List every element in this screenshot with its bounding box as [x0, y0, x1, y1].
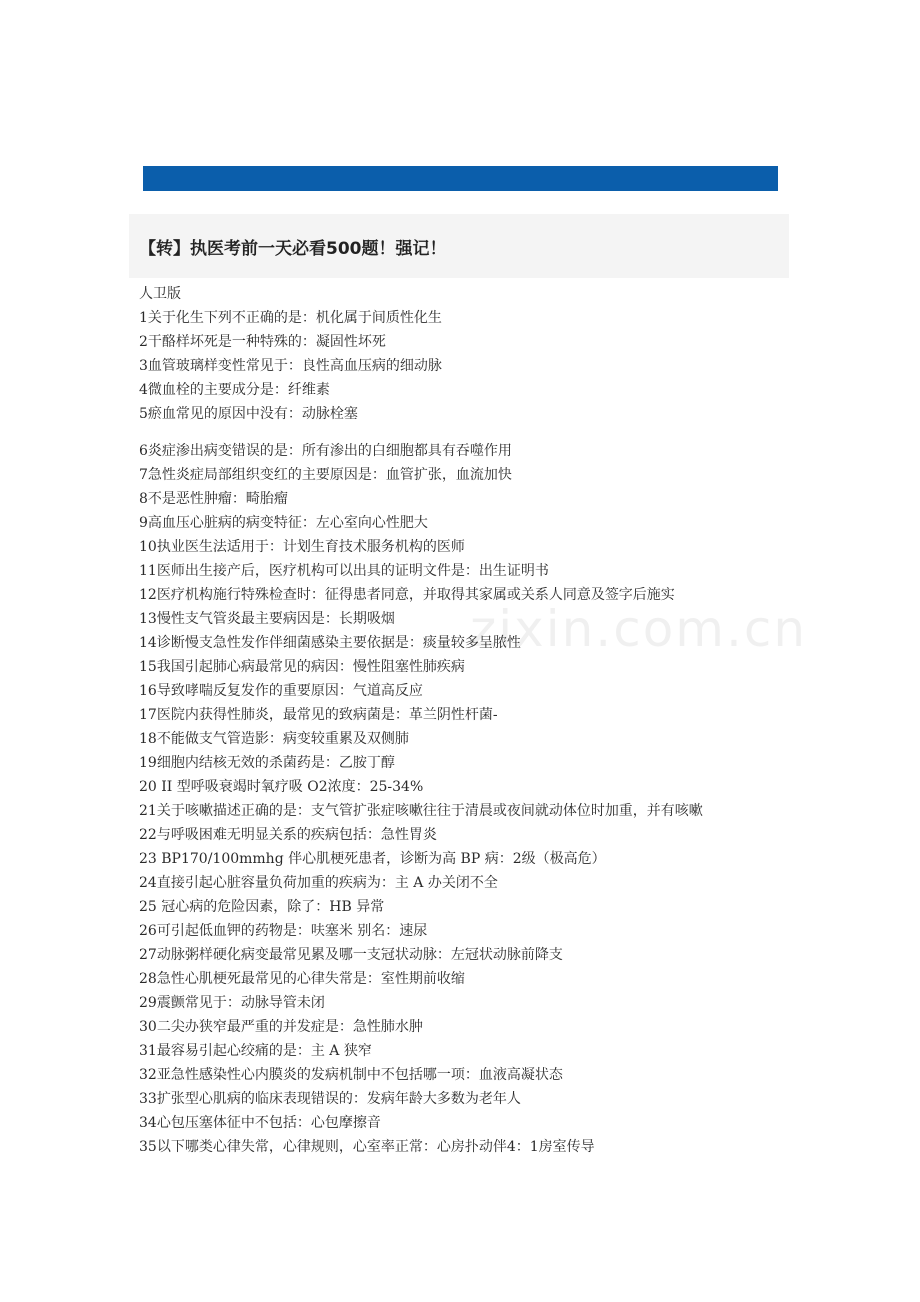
text-line: 6炎症渗出病变错误的是：所有渗出的白细胞都具有吞噬作用	[139, 443, 512, 459]
text-line: 27动脉粥样硬化病变最常见累及哪一支冠状动脉：左冠状动脉前降支	[139, 947, 563, 963]
text-line: 26可引起低血钾的药物是：呋塞米 别名：速尿	[139, 923, 428, 939]
text-line-wrapped: 21关于咳嗽描述正确的是：支气管扩张症咳嗽往往于清晨或夜间就动体位时加重，并有咳嗽	[139, 803, 703, 819]
text-line: 人卫版	[139, 286, 181, 302]
text-line: 11医师出生接产后，医疗机构可以出具的证明文件是：出生证明书	[139, 563, 549, 579]
document-body	[139, 282, 789, 1159]
text-line: 28急性心肌梗死最常见的心律失常是：室性期前收缩	[139, 971, 465, 987]
text-line: 14诊断慢支急性发作伴细菌感染主要依据是：痰量较多呈脓性	[139, 635, 521, 651]
text-line: 2干酪样坏死是一种特殊的：凝固性坏死	[139, 334, 386, 350]
paragraph-gap	[139, 426, 789, 439]
text-line: 34心包压塞体征中不包括：心包摩擦音	[139, 1115, 381, 1131]
text-line: 16导致哮喘反复发作的重要原因：气道高反应	[139, 683, 423, 699]
text-line: 3血管玻璃样变性常见于：良性高血压病的细动脉	[139, 358, 442, 374]
text-line: 29震颤常见于：动脉导管未闭	[139, 995, 325, 1011]
text-line: 17医院内获得性肺炎，最常见的致病菌是：革兰阴性杆菌-	[139, 707, 498, 723]
watermark: zixin.com.cn	[470, 600, 808, 658]
text-line: 32亚急性感染性心内膜炎的发病机制中不包括哪一项：血液高凝状态	[139, 1067, 563, 1083]
text-line: 5瘀血常见的原因中没有：动脉栓塞	[139, 406, 358, 422]
text-line: 8不是恶性肿瘤：畸胎瘤	[139, 491, 288, 507]
text-line: 33扩张型心肌病的临床表现错误的：发病年龄大多数为老年人	[139, 1091, 521, 1107]
page-title: 【转】执医考前一天必看500题！强记！	[139, 239, 447, 259]
text-line: 7急性炎症局部组织变红的主要原因是：血管扩张，血流加快	[139, 467, 512, 483]
text-line: 18不能做支气管造影：病变较重累及双侧肺	[139, 731, 409, 747]
text-line: 23 BP170/100mmhg 伴心肌梗死患者，诊断为高 BP 病：2级（极高危）	[139, 851, 606, 867]
text-line: 25 冠心病的危险因素，除了：HB 异常	[139, 899, 385, 915]
title-box	[129, 214, 789, 278]
text-line: 15我国引起肺心病最常见的病因：慢性阻塞性肺疾病	[139, 659, 465, 675]
text-line: 19细胞内结核无效的杀菌药是：乙胺丁醇	[139, 755, 395, 771]
text-line: 9高血压心脏病的病变特征：左心室向心性肥大	[139, 515, 428, 531]
text-line: 1关于化生下列不正确的是：机化属于间质性化生	[139, 310, 442, 326]
text-line: 35以下哪类心律失常，心律规则，心室率正常：心房扑动伴4：1房室传导	[139, 1139, 595, 1155]
text-line: 30二尖办狭窄最严重的并发症是：急性肺水肿	[139, 1019, 423, 1035]
text-line: 22与呼吸困难无明显关系的疾病包括：急性胃炎	[139, 827, 437, 843]
text-line: 13慢性支气管炎最主要病因是：长期吸烟	[139, 611, 395, 627]
header-bar	[143, 166, 778, 191]
text-line: 20 II 型呼吸衰竭时氧疗吸 O2浓度：25-34%	[139, 779, 424, 795]
text-line: 12医疗机构施行特殊检查时：征得患者同意，并取得其家属或关系人同意及签字后施实	[139, 587, 675, 603]
text-line: 10执业医生法适用于：计划生育技术服务机构的医师	[139, 539, 465, 555]
text-line: 24直接引起心脏容量负荷加重的疾病为：主 A 办关闭不全	[139, 875, 498, 891]
text-line: 31最容易引起心绞痛的是：主 A 狭窄	[139, 1043, 372, 1059]
text-line: 4微血栓的主要成分是：纤维素	[139, 382, 330, 398]
